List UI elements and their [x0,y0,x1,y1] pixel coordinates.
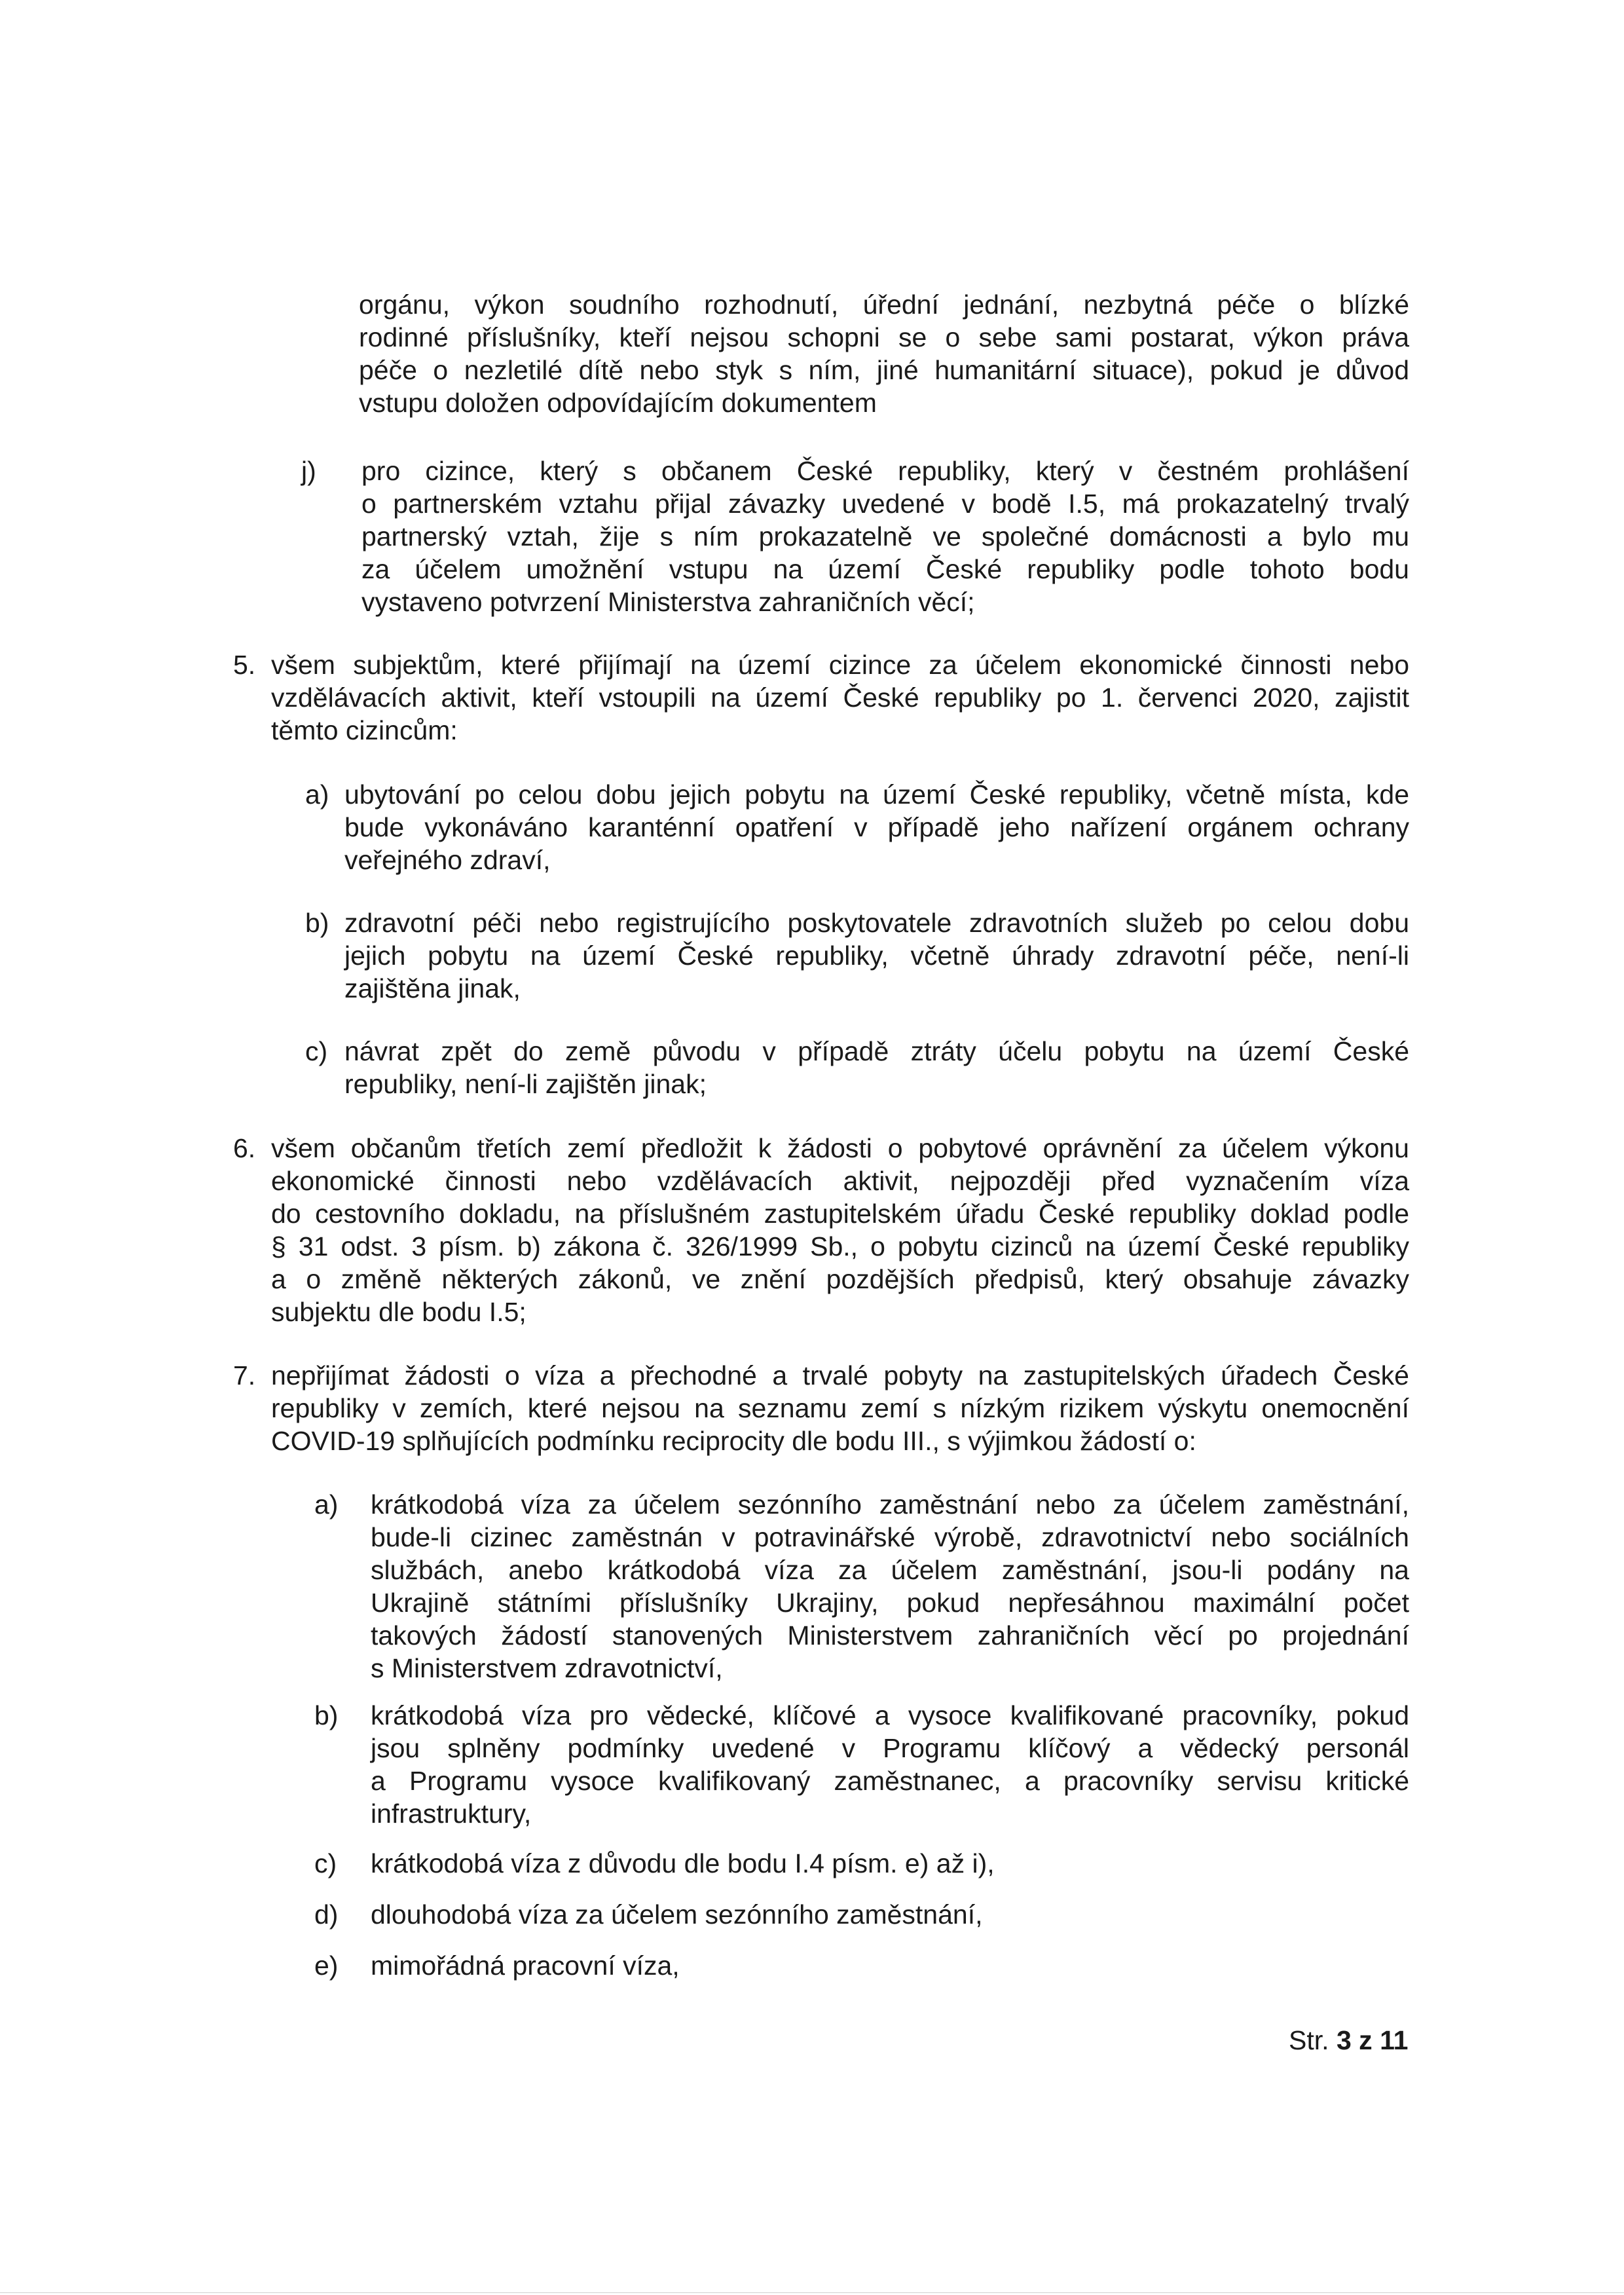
text-line: republiky, není-li zajištěn jinak; [344,1069,707,1099]
list-marker: a) [314,1489,339,1520]
list-marker: 7. [233,1360,256,1390]
text-line: vstupu doložen odpovídajícím dokumentem [359,388,877,418]
text-line: partnerský vztah, žije s ním prokazatelně ve společné domácnosti a bylo mu [361,521,1409,551]
text-line: bude vykonáváno karanténní opatření v případě jeho nařízení orgánem ochrany [344,812,1409,842]
text-line: veřejného zdraví, [344,845,551,875]
list-item-5a [344,778,1409,876]
list-item-7b [371,1699,1409,1830]
text-line: nepřijímat žádosti o víza a přechodné a trvalé pobyty na zastupitelských úřadech České [271,1360,1409,1390]
text-line: rodinné příslušníky, kteří nejsou schopni se o sebe sami postarat, výkon práva [359,322,1409,352]
list-marker: 5. [233,650,256,680]
text-line: republiky v zemích, které nejsou na seznamu zemí s nízkým rizikem výskytu onemocnění [271,1393,1409,1423]
text-line: COVID-19 splňujících podmínku reciprocity dle bodu III., s výjimkou žádostí o: [271,1426,1196,1456]
text-line: Ukrajině státními příslušníky Ukrajiny, pokud nepřesáhnou maximální počet [371,1588,1409,1618]
list-item-5c [344,1035,1409,1100]
text-line: péče o nezletilé dítě nebo styk s ním, jiné humanitární situace), pokud je důvod [359,355,1409,385]
list-marker: d) [314,1899,339,1930]
list-marker: b) [305,908,329,938]
text-line: do cestovního dokladu, na příslušném zastupitelském úřadu České republiky doklad podle [271,1199,1409,1229]
text-line: krátkodobá víza pro vědecké, klíčové a vysoce kvalifikované pracovníky, pokud [371,1700,1409,1730]
text-line: těmto cizincům: [271,715,458,745]
text-line: krátkodobá víza z důvodu dle bodu I.4 písm. e) až i), [371,1848,995,1878]
list-marker: a) [305,779,329,810]
list-marker: c) [314,1848,337,1878]
text-line: ekonomické činnosti nebo vzdělávacích aktivit, nejpozději před vyznačením víza [271,1166,1409,1196]
page-number-total: 11 [1380,2025,1409,2055]
text-line: takových žádostí stanovených Ministerstvem zahraničních věcí po projednání [371,1620,1409,1651]
list-marker: e) [314,1950,339,1981]
list-item-5 [271,648,1409,747]
text-line: jejich pobytu na území České republiky, včetně úhrady zdravotní péče, není-li [344,941,1409,971]
text-line: pro cizince, který s občanem České republiky, který v čestném prohlášení [361,456,1409,486]
text-line: bude-li cizinec zaměstnán v potravinářské výrobě, zdravotnictví nebo sociálních [371,1522,1409,1552]
text-line: subjektu dle bodu I.5; [271,1297,526,1327]
list-item-5b [344,906,1409,1005]
text-line: a o změně některých zákonů, ve znění pozdějších předpisů, který obsahuje závazky [271,1264,1409,1294]
text-line: všem občanům třetích zemí předložit k žádosti o pobytové oprávnění za účelem výkonu [271,1133,1409,1163]
page-number-current: 3 [1336,2025,1352,2055]
page-number-prefix: Str. [1289,2025,1329,2055]
list-marker: c) [305,1036,328,1066]
text-line: infrastruktury, [371,1799,532,1829]
scan-edge-line [0,2292,1624,2293]
list-marker: 6. [233,1133,256,1163]
text-line: vystaveno potvrzení Ministerstva zahraničních věcí; [361,587,975,617]
text-line: ubytování po celou dobu jejich pobytu na území České republiky, včetně místa, kde [344,779,1409,810]
text-line: § 31 odst. 3 písm. b) zákona č. 326/1999 Sb., o pobytu cizinců na území České republiky [271,1231,1409,1261]
text-line: zajištěna jinak, [344,973,521,1003]
list-item-j [361,455,1409,618]
text-line: za účelem umožnění vstupu na území České republiky podle tohoto bodu [361,554,1409,584]
text-line: s Ministerstvem zdravotnictví, [371,1653,723,1683]
list-marker: b) [314,1700,339,1730]
text-line: a Programu vysoce kvalifikovaný zaměstnanec, a pracovníky servisu kritické [371,1766,1409,1796]
text-line: mimořádná pracovní víza, [371,1950,680,1981]
page-number-separator: z [1359,2025,1373,2055]
page-number [1289,2024,1408,2057]
text-line: službách, anebo krátkodobá víza za účelem zaměstnání, jsou-li podány na [371,1555,1409,1585]
text-line: všem subjektům, které přijímají na území cizince za účelem ekonomické činnosti nebo [271,650,1409,680]
list-item-7 [271,1359,1409,1457]
text-line: dlouhodobá víza za účelem sezónního zaměstnání, [371,1899,983,1930]
text-line: zdravotní péči nebo registrujícího poskytovatele zdravotních služeb po celou dobu [344,908,1409,938]
list-item-7c [371,1847,1409,1880]
text-line: krátkodobá víza za účelem sezónního zaměstnání nebo za účelem zaměstnání, [371,1489,1409,1520]
paragraph-continuation [359,288,1409,419]
text-line: orgánu, výkon soudního rozhodnutí, úřední jednání, nezbytná péče o blízké [359,289,1409,320]
list-item-6 [271,1132,1409,1328]
text-line: o partnerském vztahu přijal závazky uvedené v bodě I.5, má prokazatelný trvalý [361,489,1409,519]
text-line: návrat zpět do země původu v případě ztráty účelu pobytu na území České [344,1036,1409,1066]
list-item-7d [371,1898,1409,1931]
list-item-7a [371,1488,1409,1685]
text-line: jsou splněny podmínky uvedené v Programu klíčový a vědecký personál [371,1733,1409,1763]
text-line: vzdělávacích aktivit, kteří vstoupili na území České republiky po 1. červenci 2020, zajistit [271,682,1409,713]
list-item-7e [371,1949,1409,1982]
list-marker: j) [301,456,316,486]
